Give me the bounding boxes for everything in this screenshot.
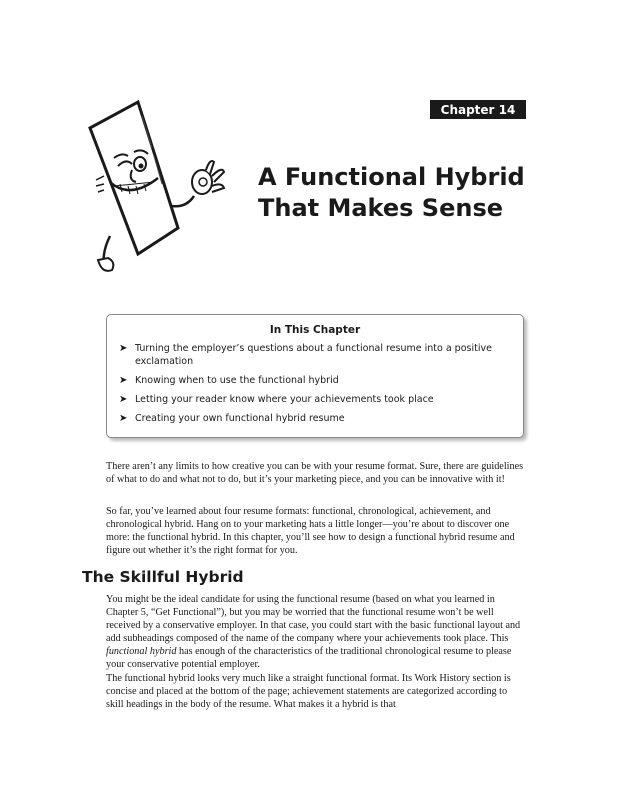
resume-mascot-illustration: [82, 96, 242, 276]
list-item-text: Knowing when to use the functional hybrid: [135, 375, 339, 386]
list-item-text: Turning the employer’s questions about a functional resume into a positive exclamation: [135, 343, 492, 367]
list-item: [119, 342, 511, 368]
list-item-text: Letting your reader know where your achievements took place: [135, 394, 434, 405]
intro-paragraph-2: So far, you’ve learned about four resume formats: functional, chronological, achievement, and chronological hybrid. Hang on to your marketing hats a little longer—you’re about to discover one more: the functional hybrid. In this chapter, you’ll see how to design a functional hybrid resume and figure out whether it’s the right format for you.: [106, 506, 515, 556]
in-this-chapter-list: [119, 342, 511, 425]
list-item-text: Creating your own functional hybrid resume: [135, 413, 345, 424]
intro-paragraph-1: There aren’t any limits to how creative you can be with your resume format. Sure, there are guidelines of what to do and what not to do, but it’s your marketing piece, and you can be innovative with it!: [106, 461, 524, 485]
arrow-bullet-icon: ➤: [119, 375, 128, 386]
paragraph-text: You might be the ideal candidate for using the functional resume (based on what you learned in Chapter 5, “Get Functional”), but you may be worried that the functional resume won’t be well received by a conservative employer. In that case, you could start with the basic functional layout and add subheadings composed of the name of the company where your achievements took place. This: [106, 594, 521, 644]
chapter-title-line-2: That Makes Sense: [258, 194, 504, 222]
list-item: [119, 412, 511, 425]
list-item: [119, 393, 511, 406]
arrow-bullet-icon: ➤: [119, 394, 128, 405]
in-this-chapter-heading: In This Chapter: [269, 324, 361, 336]
chapter-title-line-1: A Functional Hybrid: [258, 163, 525, 191]
section-paragraph-2: The functional hybrid looks very much like a straight functional format. Its Work History section is concise and placed at the bottom of the page; achievement statements are categorized according to skill headings in the body of the resume. What makes it a hybrid is that: [106, 673, 511, 710]
paragraph-text: has enough of the characteristics of the traditional chronological resume to please your conservative potential employer.: [106, 646, 512, 670]
emphasized-term: functional hybrid: [106, 646, 177, 657]
section-heading: The Skillful Hybrid: [82, 568, 244, 586]
arrow-bullet-icon: ➤: [119, 343, 128, 354]
arrow-bullet-icon: ➤: [119, 413, 128, 424]
section-paragraph-1: [106, 593, 526, 671]
in-this-chapter-box: [106, 314, 524, 438]
chapter-title: [258, 162, 558, 224]
chapter-label: Chapter 14: [430, 100, 526, 119]
list-item: [119, 374, 511, 387]
